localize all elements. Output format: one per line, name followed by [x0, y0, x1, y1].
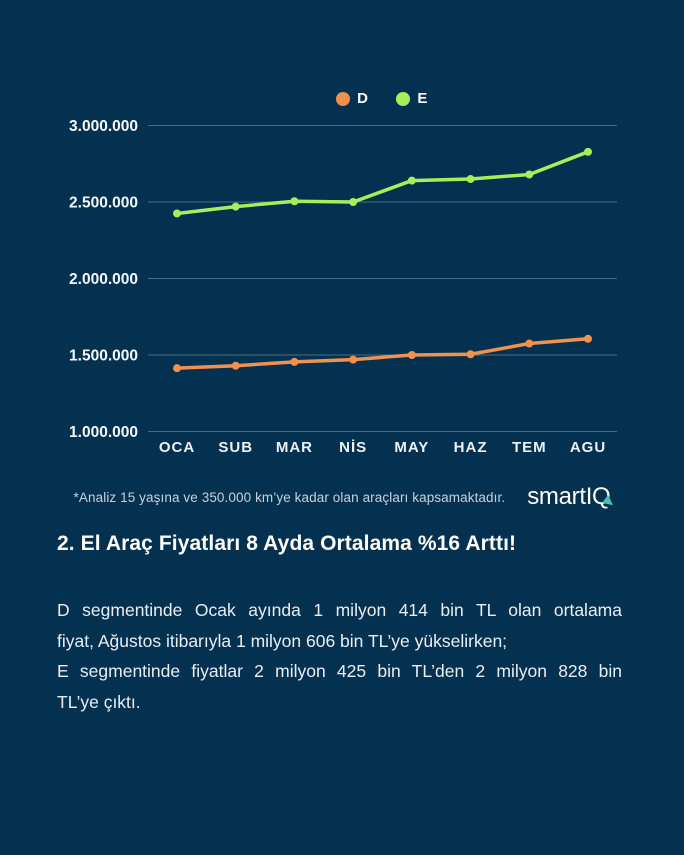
data-point-D-TEM [525, 340, 533, 348]
y-axis-tick-label: 1.000.000 [69, 424, 138, 441]
legend-dot-e-icon [396, 92, 410, 106]
x-axis-tick-label: TEM [511, 439, 547, 456]
footnote-text: *Analiz 15 yaşına ve 350.000 km’ye kadar olan araçları kapsamaktadır. [73, 489, 506, 505]
legend-label-e: E [417, 90, 428, 107]
y-axis-tick-label: 1.500.000 [69, 347, 138, 365]
data-point-E-MAY [408, 177, 416, 185]
y-axis-tick-label: 3.000.000 [69, 118, 138, 135]
data-point-E-OCA [173, 209, 181, 217]
body-line-3: E segmentinde fiyatlar 2 milyon 425 bin TL’den 2 milyon 828 bin [57, 661, 622, 681]
body-line-2: fiyat, Ağustos itibarıyla 1 milyon 606 bin TL’ye yükselirken; [57, 630, 508, 651]
footnote-row [0, 483, 684, 511]
body-text [57, 595, 622, 717]
legend-item-e [396, 90, 428, 107]
data-point-D-AGU [584, 335, 592, 343]
legend-dot-d-icon [336, 92, 350, 106]
data-point-D-NİS [349, 356, 357, 364]
body-line-4: TL’ye çıktı. [57, 691, 141, 712]
smartiq-logo [527, 483, 610, 511]
data-point-D-HAZ [467, 350, 475, 358]
x-axis-tick-label: SUB [218, 439, 254, 456]
legend-label-d: D [357, 90, 369, 107]
data-point-D-MAY [408, 351, 416, 359]
data-point-E-AGU [584, 148, 592, 156]
x-axis-tick-label: OCA [158, 439, 196, 456]
y-axis-tick-label: 2.500.000 [69, 194, 138, 212]
section-heading: 2. El Araç Fiyatları 8 Ayda Ortalama %16 Arttı! [57, 532, 517, 555]
body-line-1: D segmentinde Ocak ayında 1 milyon 414 bin TL olan ortalama [57, 600, 622, 620]
data-point-D-SUB [232, 362, 240, 370]
x-axis-tick-label: NİS [339, 439, 368, 456]
legend-item-d [336, 90, 368, 107]
x-axis-tick-label: HAZ [453, 439, 488, 456]
price-line-chart [0, 110, 684, 472]
data-point-E-SUB [232, 203, 240, 211]
data-point-E-TEM [525, 170, 533, 178]
smartiq-logo-text: smartIQ [527, 483, 611, 510]
data-point-E-MAR [290, 197, 298, 205]
chart-legend [76, 90, 684, 107]
y-axis-tick-label: 2.000.000 [69, 271, 138, 288]
x-axis-tick-label: AGU [569, 439, 607, 456]
x-axis-tick-label: MAR [275, 439, 314, 456]
data-point-E-NİS [349, 198, 357, 206]
x-axis-tick-label: MAY [394, 439, 430, 456]
data-point-D-OCA [173, 364, 181, 372]
data-point-D-MAR [290, 358, 298, 366]
data-point-E-HAZ [467, 175, 475, 183]
